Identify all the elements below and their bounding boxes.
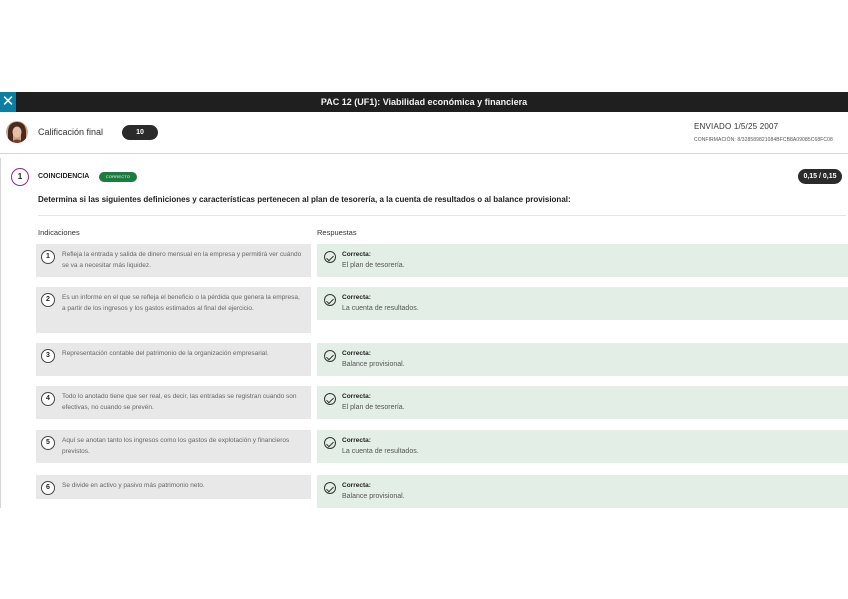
- answer-box: [317, 287, 848, 320]
- answer-status: Correcta:: [342, 294, 371, 301]
- user-photo: [6, 121, 28, 143]
- sent-date: ENVIADO 1/5/25 2007: [694, 122, 779, 131]
- status-badge: CORRECTO: [99, 172, 137, 182]
- answer-text: Balance provisional.: [342, 493, 405, 500]
- answer-text: Balance provisional.: [342, 361, 405, 368]
- answer-box: [317, 386, 848, 419]
- answer-status: Correcta:: [342, 437, 371, 444]
- indication-box: [36, 430, 311, 463]
- final-grade-badge: 10: [122, 125, 158, 140]
- answer-text: El plan de tesorería.: [342, 404, 405, 411]
- answer-box: [317, 343, 848, 376]
- indication-box: [36, 475, 311, 499]
- answer-status: Correcta:: [342, 251, 371, 258]
- grade-header: [0, 112, 848, 154]
- column-header-answers: Respuestas: [317, 228, 357, 237]
- answer-box: [317, 475, 848, 508]
- indication-box: [36, 244, 311, 277]
- answer-status: Correcta:: [342, 350, 371, 357]
- question-type: COINCIDENCIA: [38, 173, 90, 180]
- indication-number: 6: [41, 481, 55, 495]
- confirmation-code: CONFIRMACIÓN: 8/328589821084BFCB8A09085C68FC08: [694, 137, 833, 143]
- check-circle-icon: [324, 251, 336, 263]
- question-score: 0,15 / 0,15: [798, 169, 842, 184]
- close-icon: ✕: [1, 93, 15, 110]
- avatar: [6, 121, 28, 143]
- answer-text: La cuenta de resultados.: [342, 448, 419, 455]
- final-grade-label: Calificación final: [38, 127, 104, 137]
- indication-number: 4: [41, 392, 55, 406]
- indication-number: 5: [41, 436, 55, 450]
- check-circle-icon: [324, 482, 336, 494]
- indication-text: Representación contable del patrimonio de la organización empresarial.: [62, 350, 269, 357]
- indication-number: 2: [41, 293, 55, 307]
- question-panel: [0, 158, 848, 508]
- indication-text: Es un informe en el que se refleja el beneficio o la pérdida que genera la empresa, a partir de los ingresos y los gastos estimados al final del ejercicio.: [62, 294, 300, 312]
- question-number: 1: [11, 168, 29, 186]
- indication-box: [36, 343, 311, 376]
- title-bar: [0, 92, 848, 112]
- indication-text: Refleja la entrada y salida de dinero mensual en la empresa y permitirá ver cuándo se va a necesitar más liquidez.: [62, 251, 302, 269]
- answer-box: [317, 430, 848, 463]
- check-circle-icon: [324, 350, 336, 362]
- indication-number: 1: [41, 250, 55, 264]
- question-statement: Determina si las siguientes definiciones y características pertenecen al plan de tesorería, a la cuenta de resultados o al balance provisional:: [38, 195, 571, 204]
- page-title: PAC 12 (UF1): Viabilidad económica y financiera: [320, 97, 528, 107]
- check-circle-icon: [324, 294, 336, 306]
- indication-text: Se divide en activo y pasivo más patrimonio neto.: [62, 482, 205, 489]
- indication-box: [36, 287, 311, 333]
- answer-text: La cuenta de resultados.: [342, 305, 419, 312]
- answer-text: El plan de tesorería.: [342, 262, 405, 269]
- answer-status: Correcta:: [342, 393, 371, 400]
- indication-text: Todo lo anotado tiene que ser real, es decir, las entradas se registran cuando son efectivas, no cuando se prevén.: [62, 393, 297, 411]
- column-header-indications: Indicaciones: [38, 228, 80, 237]
- check-circle-icon: [324, 393, 336, 405]
- divider: [38, 215, 846, 216]
- indication-number: 3: [41, 349, 55, 363]
- answer-box: [317, 244, 848, 277]
- indication-text: Aquí se anotan tanto los ingresos como los gastos de explotación y financieros previstos.: [62, 437, 290, 455]
- check-circle-icon: [324, 437, 336, 449]
- answer-status: Correcta:: [342, 482, 371, 489]
- indication-box: [36, 386, 311, 419]
